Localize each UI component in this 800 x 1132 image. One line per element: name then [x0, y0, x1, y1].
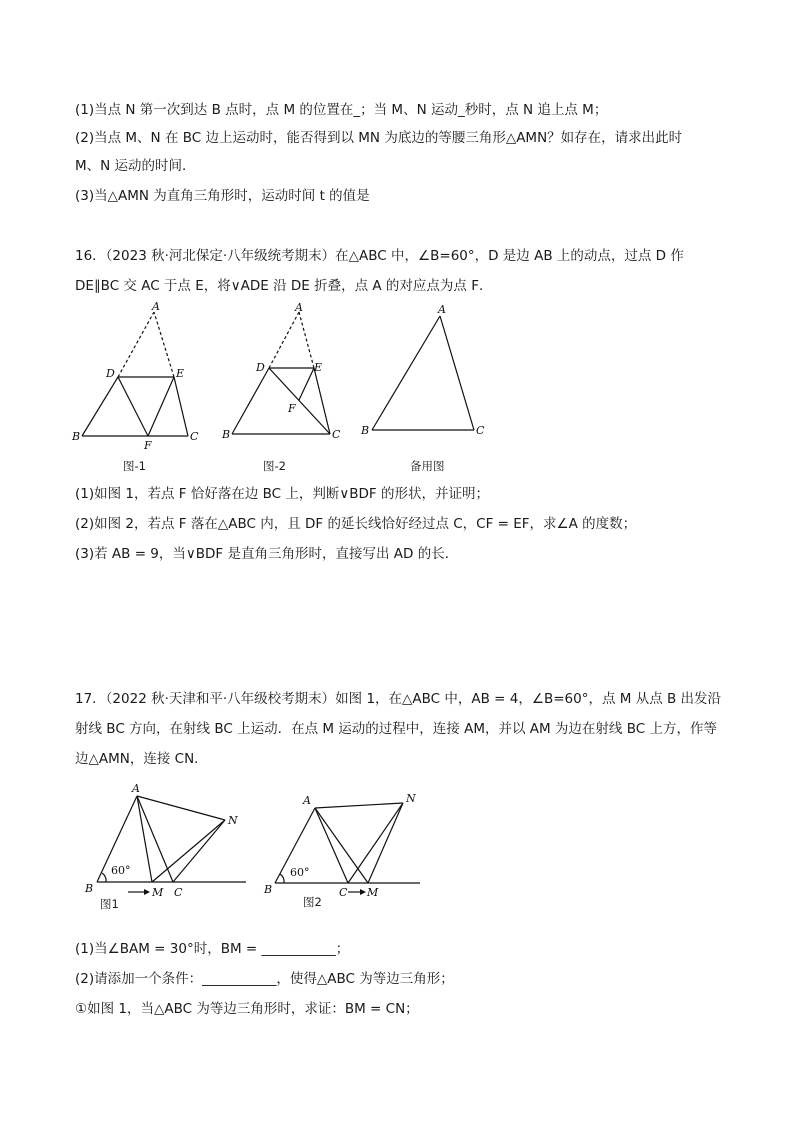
- label-m: M: [152, 886, 164, 899]
- label-c: C: [476, 424, 485, 437]
- label-b: B: [85, 882, 94, 895]
- label-a: A: [438, 303, 446, 316]
- label-a: A: [132, 782, 140, 795]
- q16-heading-line1: 16．（2023 秋·河北保定·八年级统考期末）在△ABC 中，∠B=60°，D 是边 AB 上的动点，过点 D 作: [75, 248, 684, 264]
- label-f: F: [288, 402, 296, 415]
- label-a: A: [295, 301, 303, 314]
- label-e: E: [314, 361, 323, 374]
- label-f: F: [144, 439, 152, 450]
- q16-figure-1: [70, 300, 205, 450]
- q17-part3: ①如图 1，当△ABC 为等边三角形时，求证：BM = CN；: [75, 1001, 419, 1017]
- label-n: N: [228, 814, 238, 827]
- label-d: D: [256, 361, 265, 374]
- q15-part2-line1: (2)当点 M、N 在 BC 边上运动时，能否得到以 MN 为底边的等腰三角形△AMN？如存在，请求出此时: [75, 130, 683, 146]
- label-c: C: [339, 886, 348, 899]
- label-a: A: [303, 794, 311, 807]
- label-n: N: [406, 792, 416, 805]
- q15-part1: (1)当点 N 第一次到达 B 点时，点 M 的位置在_；当 M、N 运动_秒时，点 N 追上点 M；: [75, 102, 608, 118]
- q17-caption-1: 图1: [100, 897, 119, 911]
- q17-heading-line3: 边△AMN，连接 CN．: [75, 751, 208, 767]
- label-b: B: [72, 430, 81, 443]
- q17-heading-line1: 17．（2022 秋·天津和平·八年级校考期末）如图 1，在△ABC 中，AB = 4，∠B=60°，点 M 从点 B 出发沿: [75, 691, 722, 707]
- q16-part3: (3)若 AB = 9，当∨BDF 是直角三角形时，直接写出 AD 的长．: [75, 546, 459, 562]
- q15-part3: (3)当△AMN 为直角三角形时，运动时间 t 的值是: [75, 188, 370, 204]
- q16-part1: (1)如图 1，若点 F 恰好落在边 BC 上，判断∨BDF 的形状，并证明；: [75, 486, 489, 502]
- label-c: C: [174, 886, 183, 899]
- q16-spare-figure: [360, 300, 495, 445]
- q17-heading-line2: 射线 BC 方向，在射线 BC 上运动．在点 M 运动的过程中，连接 AM，并以 AM 为边在射线 BC 上方，作等: [75, 721, 717, 737]
- label-e: E: [176, 367, 185, 380]
- label-c: C: [190, 430, 199, 443]
- q16-caption-2: 图-2: [263, 459, 286, 473]
- angle-label: 60°: [290, 866, 310, 879]
- q17-caption-2: 图2: [303, 895, 322, 909]
- q16-caption-1: 图-1: [123, 459, 146, 473]
- label-b: B: [264, 883, 273, 896]
- label-d: D: [106, 367, 115, 380]
- q17-figure-1: [80, 780, 255, 900]
- q16-figure-2: [222, 300, 352, 445]
- label-m: M: [367, 886, 379, 899]
- q17-part1: (1)当∠BAM = 30°时，BM = ___________；: [75, 941, 350, 957]
- q16-heading-line2: DE∥BC 交 AC 于点 E，将∨ADE 沿 DE 折叠，点 A 的对应点为点 F．: [75, 278, 493, 294]
- q17-part2: (2)请添加一个条件：___________，使得△ABC 为等边三角形；: [75, 971, 454, 987]
- q16-caption-spare: 备用图: [410, 459, 445, 473]
- label-b: B: [222, 428, 231, 441]
- label-b: B: [361, 424, 370, 437]
- q17-figure-2: [260, 780, 430, 900]
- q15-part2-line2: M、N 运动的时间．: [75, 158, 196, 174]
- q16-part2: (2)如图 2，若点 F 落在△ABC 内，且 DF 的延长线恰好经过点 C，CF = EF，求∠A 的度数；: [75, 516, 637, 532]
- label-a: A: [152, 300, 160, 313]
- angle-label: 60°: [111, 864, 131, 877]
- label-c: C: [332, 428, 341, 441]
